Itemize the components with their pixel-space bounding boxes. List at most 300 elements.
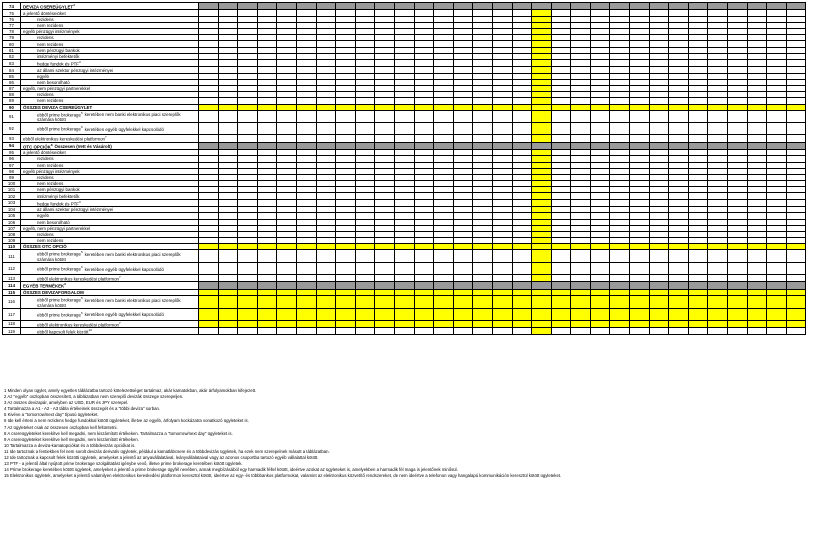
value-cell[interactable]: [336, 250, 356, 262]
value-cell[interactable]: [316, 274, 336, 281]
value-cell[interactable]: [708, 250, 728, 262]
value-cell[interactable]: [355, 199, 375, 206]
value-cell[interactable]: [257, 262, 277, 274]
value-cell[interactable]: [728, 199, 748, 206]
value-cell[interactable]: [532, 296, 552, 308]
value-cell[interactable]: [688, 308, 708, 320]
value-cell[interactable]: [571, 250, 591, 262]
value-cell[interactable]: [590, 327, 610, 334]
value-cell[interactable]: [688, 59, 708, 66]
value-cell[interactable]: [316, 296, 336, 308]
value-cell[interactable]: [316, 59, 336, 66]
value-cell[interactable]: [414, 262, 434, 274]
value-cell[interactable]: [414, 320, 434, 327]
value-cell[interactable]: [512, 199, 532, 206]
value-cell[interactable]: [473, 110, 493, 122]
value-cell[interactable]: [767, 110, 787, 122]
value-cell[interactable]: [199, 199, 219, 206]
value-cell[interactable]: [532, 59, 552, 66]
value-cell[interactable]: [238, 320, 258, 327]
value-cell[interactable]: [688, 327, 708, 334]
value-cell[interactable]: [630, 3, 650, 10]
value-cell[interactable]: [316, 135, 336, 142]
value-cell[interactable]: [277, 199, 297, 206]
value-cell[interactable]: [747, 282, 767, 289]
value-cell[interactable]: [669, 142, 689, 149]
value-cell[interactable]: [218, 59, 238, 66]
value-cell[interactable]: [571, 327, 591, 334]
value-cell[interactable]: [316, 327, 336, 334]
value-cell[interactable]: [708, 274, 728, 281]
value-cell[interactable]: [532, 320, 552, 327]
value-cell[interactable]: [414, 308, 434, 320]
value-cell[interactable]: [747, 110, 767, 122]
value-cell[interactable]: [414, 142, 434, 149]
value-cell[interactable]: [277, 296, 297, 308]
value-cell[interactable]: [238, 296, 258, 308]
value-cell[interactable]: [669, 296, 689, 308]
value-cell[interactable]: [453, 59, 473, 66]
value-cell[interactable]: [394, 320, 414, 327]
value-cell[interactable]: [473, 123, 493, 135]
value-cell[interactable]: [199, 327, 219, 334]
value-cell[interactable]: [336, 135, 356, 142]
value-cell[interactable]: [492, 274, 512, 281]
value-cell[interactable]: [355, 282, 375, 289]
value-cell[interactable]: [434, 282, 454, 289]
value-cell[interactable]: [747, 320, 767, 327]
value-cell[interactable]: [296, 296, 316, 308]
value-cell[interactable]: [277, 59, 297, 66]
value-cell[interactable]: [571, 308, 591, 320]
value-cell[interactable]: [375, 59, 395, 66]
value-cell[interactable]: [336, 262, 356, 274]
value-cell[interactable]: [551, 142, 571, 149]
value-cell[interactable]: [747, 262, 767, 274]
value-cell[interactable]: [728, 282, 748, 289]
value-cell[interactable]: [277, 274, 297, 281]
value-cell[interactable]: [492, 3, 512, 10]
value-cell[interactable]: [336, 327, 356, 334]
value-cell[interactable]: [630, 199, 650, 206]
value-cell[interactable]: [453, 123, 473, 135]
value-cell[interactable]: [394, 327, 414, 334]
value-cell[interactable]: [532, 110, 552, 122]
value-cell[interactable]: [669, 320, 689, 327]
value-cell[interactable]: [414, 250, 434, 262]
value-cell[interactable]: [688, 274, 708, 281]
value-cell[interactable]: [375, 327, 395, 334]
value-cell[interactable]: [551, 262, 571, 274]
value-cell[interactable]: [767, 135, 787, 142]
value-cell[interactable]: [218, 274, 238, 281]
value-cell[interactable]: [747, 296, 767, 308]
value-cell[interactable]: [728, 3, 748, 10]
value-cell[interactable]: [434, 308, 454, 320]
value-cell[interactable]: [434, 135, 454, 142]
value-cell[interactable]: [434, 274, 454, 281]
value-cell[interactable]: [414, 274, 434, 281]
value-cell[interactable]: [394, 282, 414, 289]
value-cell[interactable]: [453, 296, 473, 308]
value-cell[interactable]: [688, 282, 708, 289]
value-cell[interactable]: [434, 59, 454, 66]
value-cell[interactable]: [532, 250, 552, 262]
value-cell[interactable]: [551, 199, 571, 206]
value-cell[interactable]: [336, 199, 356, 206]
value-cell[interactable]: [786, 59, 806, 66]
value-cell[interactable]: [257, 296, 277, 308]
value-cell[interactable]: [492, 262, 512, 274]
value-cell[interactable]: [688, 123, 708, 135]
value-cell[interactable]: [532, 282, 552, 289]
value-cell[interactable]: [473, 199, 493, 206]
value-cell[interactable]: [296, 262, 316, 274]
value-cell[interactable]: [336, 282, 356, 289]
value-cell[interactable]: [590, 3, 610, 10]
value-cell[interactable]: [453, 199, 473, 206]
value-cell[interactable]: [630, 282, 650, 289]
value-cell[interactable]: [473, 308, 493, 320]
value-cell[interactable]: [649, 135, 669, 142]
value-cell[interactable]: [512, 327, 532, 334]
value-cell[interactable]: [238, 262, 258, 274]
value-cell[interactable]: [532, 199, 552, 206]
value-cell[interactable]: [199, 262, 219, 274]
value-cell[interactable]: [218, 135, 238, 142]
value-cell[interactable]: [316, 262, 336, 274]
value-cell[interactable]: [238, 123, 258, 135]
value-cell[interactable]: [786, 274, 806, 281]
value-cell[interactable]: [610, 199, 630, 206]
value-cell[interactable]: [551, 123, 571, 135]
value-cell[interactable]: [394, 123, 414, 135]
value-cell[interactable]: [630, 135, 650, 142]
value-cell[interactable]: [355, 262, 375, 274]
value-cell[interactable]: [571, 142, 591, 149]
value-cell[interactable]: [434, 296, 454, 308]
value-cell[interactable]: [473, 320, 493, 327]
value-cell[interactable]: [375, 135, 395, 142]
value-cell[interactable]: [473, 282, 493, 289]
value-cell[interactable]: [786, 320, 806, 327]
value-cell[interactable]: [767, 320, 787, 327]
value-cell[interactable]: [590, 296, 610, 308]
value-cell[interactable]: [414, 199, 434, 206]
value-cell[interactable]: [296, 250, 316, 262]
value-cell[interactable]: [257, 308, 277, 320]
value-cell[interactable]: [610, 110, 630, 122]
value-cell[interactable]: [708, 296, 728, 308]
value-cell[interactable]: [394, 199, 414, 206]
value-cell[interactable]: [610, 320, 630, 327]
value-cell[interactable]: [512, 123, 532, 135]
value-cell[interactable]: [394, 308, 414, 320]
value-cell[interactable]: [336, 296, 356, 308]
value-cell[interactable]: [649, 199, 669, 206]
value-cell[interactable]: [728, 296, 748, 308]
value-cell[interactable]: [512, 262, 532, 274]
value-cell[interactable]: [649, 282, 669, 289]
value-cell[interactable]: [375, 110, 395, 122]
value-cell[interactable]: [551, 3, 571, 10]
value-cell[interactable]: [630, 110, 650, 122]
value-cell[interactable]: [669, 250, 689, 262]
value-cell[interactable]: [434, 199, 454, 206]
value-cell[interactable]: [571, 282, 591, 289]
value-cell[interactable]: [394, 110, 414, 122]
value-cell[interactable]: [786, 199, 806, 206]
value-cell[interactable]: [414, 110, 434, 122]
value-cell[interactable]: [551, 274, 571, 281]
value-cell[interactable]: [199, 320, 219, 327]
value-cell[interactable]: [257, 59, 277, 66]
value-cell[interactable]: [551, 135, 571, 142]
value-cell[interactable]: [649, 296, 669, 308]
value-cell[interactable]: [277, 262, 297, 274]
value-cell[interactable]: [277, 308, 297, 320]
value-cell[interactable]: [492, 110, 512, 122]
value-cell[interactable]: [296, 59, 316, 66]
value-cell[interactable]: [238, 274, 258, 281]
value-cell[interactable]: [610, 308, 630, 320]
value-cell[interactable]: [590, 135, 610, 142]
value-cell[interactable]: [453, 282, 473, 289]
value-cell[interactable]: [257, 327, 277, 334]
value-cell[interactable]: [316, 282, 336, 289]
value-cell[interactable]: [394, 296, 414, 308]
value-cell[interactable]: [277, 110, 297, 122]
value-cell[interactable]: [767, 327, 787, 334]
value-cell[interactable]: [375, 142, 395, 149]
value-cell[interactable]: [199, 308, 219, 320]
value-cell[interactable]: [551, 327, 571, 334]
value-cell[interactable]: [512, 110, 532, 122]
value-cell[interactable]: [630, 262, 650, 274]
value-cell[interactable]: [708, 123, 728, 135]
value-cell[interactable]: [492, 123, 512, 135]
value-cell[interactable]: [316, 110, 336, 122]
value-cell[interactable]: [590, 59, 610, 66]
value-cell[interactable]: [610, 142, 630, 149]
value-cell[interactable]: [375, 320, 395, 327]
value-cell[interactable]: [590, 320, 610, 327]
value-cell[interactable]: [199, 142, 219, 149]
value-cell[interactable]: [551, 110, 571, 122]
value-cell[interactable]: [688, 135, 708, 142]
value-cell[interactable]: [786, 110, 806, 122]
value-cell[interactable]: [257, 250, 277, 262]
value-cell[interactable]: [728, 250, 748, 262]
value-cell[interactable]: [218, 262, 238, 274]
value-cell[interactable]: [728, 327, 748, 334]
value-cell[interactable]: [277, 250, 297, 262]
value-cell[interactable]: [316, 250, 336, 262]
value-cell[interactable]: [434, 110, 454, 122]
value-cell[interactable]: [708, 59, 728, 66]
value-cell[interactable]: [669, 262, 689, 274]
value-cell[interactable]: [296, 320, 316, 327]
value-cell[interactable]: [630, 320, 650, 327]
value-cell[interactable]: [610, 296, 630, 308]
value-cell[interactable]: [708, 110, 728, 122]
value-cell[interactable]: [473, 296, 493, 308]
value-cell[interactable]: [708, 199, 728, 206]
value-cell[interactable]: [512, 320, 532, 327]
value-cell[interactable]: [375, 274, 395, 281]
value-cell[interactable]: [336, 308, 356, 320]
value-cell[interactable]: [434, 262, 454, 274]
value-cell[interactable]: [394, 142, 414, 149]
value-cell[interactable]: [747, 274, 767, 281]
value-cell[interactable]: [532, 3, 552, 10]
value-cell[interactable]: [571, 262, 591, 274]
value-cell[interactable]: [218, 250, 238, 262]
value-cell[interactable]: [767, 262, 787, 274]
value-cell[interactable]: [492, 135, 512, 142]
value-cell[interactable]: [649, 59, 669, 66]
value-cell[interactable]: [375, 262, 395, 274]
value-cell[interactable]: [453, 135, 473, 142]
value-cell[interactable]: [551, 282, 571, 289]
value-cell[interactable]: [669, 327, 689, 334]
value-cell[interactable]: [199, 135, 219, 142]
value-cell[interactable]: [512, 296, 532, 308]
value-cell[interactable]: [512, 308, 532, 320]
value-cell[interactable]: [551, 296, 571, 308]
value-cell[interactable]: [316, 3, 336, 10]
value-cell[interactable]: [414, 327, 434, 334]
value-cell[interactable]: [512, 3, 532, 10]
value-cell[interactable]: [277, 135, 297, 142]
value-cell[interactable]: [532, 262, 552, 274]
value-cell[interactable]: [355, 3, 375, 10]
value-cell[interactable]: [434, 3, 454, 10]
value-cell[interactable]: [532, 142, 552, 149]
value-cell[interactable]: [649, 3, 669, 10]
value-cell[interactable]: [767, 250, 787, 262]
value-cell[interactable]: [414, 135, 434, 142]
value-cell[interactable]: [434, 327, 454, 334]
value-cell[interactable]: [336, 274, 356, 281]
value-cell[interactable]: [199, 250, 219, 262]
value-cell[interactable]: [336, 123, 356, 135]
value-cell[interactable]: [355, 250, 375, 262]
value-cell[interactable]: [434, 142, 454, 149]
value-cell[interactable]: [375, 123, 395, 135]
value-cell[interactable]: [199, 110, 219, 122]
value-cell[interactable]: [669, 123, 689, 135]
value-cell[interactable]: [669, 199, 689, 206]
value-cell[interactable]: [669, 274, 689, 281]
value-cell[interactable]: [649, 274, 669, 281]
value-cell[interactable]: [394, 274, 414, 281]
value-cell[interactable]: [375, 282, 395, 289]
value-cell[interactable]: [336, 3, 356, 10]
value-cell[interactable]: [218, 282, 238, 289]
value-cell[interactable]: [649, 320, 669, 327]
value-cell[interactable]: [767, 199, 787, 206]
value-cell[interactable]: [728, 59, 748, 66]
value-cell[interactable]: [336, 142, 356, 149]
value-cell[interactable]: [257, 142, 277, 149]
value-cell[interactable]: [708, 135, 728, 142]
value-cell[interactable]: [688, 3, 708, 10]
value-cell[interactable]: [277, 142, 297, 149]
value-cell[interactable]: [747, 250, 767, 262]
value-cell[interactable]: [453, 327, 473, 334]
value-cell[interactable]: [649, 250, 669, 262]
value-cell[interactable]: [688, 250, 708, 262]
value-cell[interactable]: [747, 308, 767, 320]
value-cell[interactable]: [630, 327, 650, 334]
value-cell[interactable]: [728, 110, 748, 122]
value-cell[interactable]: [375, 199, 395, 206]
value-cell[interactable]: [355, 296, 375, 308]
value-cell[interactable]: [414, 296, 434, 308]
value-cell[interactable]: [688, 262, 708, 274]
value-cell[interactable]: [747, 327, 767, 334]
value-cell[interactable]: [551, 320, 571, 327]
value-cell[interactable]: [708, 327, 728, 334]
value-cell[interactable]: [728, 320, 748, 327]
value-cell[interactable]: [728, 274, 748, 281]
value-cell[interactable]: [492, 250, 512, 262]
value-cell[interactable]: [571, 110, 591, 122]
value-cell[interactable]: [571, 274, 591, 281]
value-cell[interactable]: [296, 274, 316, 281]
value-cell[interactable]: [296, 110, 316, 122]
value-cell[interactable]: [218, 320, 238, 327]
value-cell[interactable]: [688, 199, 708, 206]
value-cell[interactable]: [336, 59, 356, 66]
value-cell[interactable]: [257, 199, 277, 206]
value-cell[interactable]: [610, 135, 630, 142]
value-cell[interactable]: [414, 59, 434, 66]
value-cell[interactable]: [453, 320, 473, 327]
value-cell[interactable]: [571, 123, 591, 135]
value-cell[interactable]: [473, 250, 493, 262]
value-cell[interactable]: [708, 282, 728, 289]
value-cell[interactable]: [669, 59, 689, 66]
value-cell[interactable]: [512, 142, 532, 149]
value-cell[interactable]: [786, 250, 806, 262]
value-cell[interactable]: [434, 123, 454, 135]
value-cell[interactable]: [708, 142, 728, 149]
value-cell[interactable]: [610, 262, 630, 274]
value-cell[interactable]: [218, 3, 238, 10]
value-cell[interactable]: [257, 110, 277, 122]
value-cell[interactable]: [473, 274, 493, 281]
value-cell[interactable]: [296, 308, 316, 320]
value-cell[interactable]: [708, 320, 728, 327]
value-cell[interactable]: [355, 320, 375, 327]
value-cell[interactable]: [355, 327, 375, 334]
value-cell[interactable]: [316, 308, 336, 320]
value-cell[interactable]: [669, 135, 689, 142]
value-cell[interactable]: [669, 282, 689, 289]
value-cell[interactable]: [610, 59, 630, 66]
value-cell[interactable]: [473, 262, 493, 274]
value-cell[interactable]: [492, 199, 512, 206]
value-cell[interactable]: [532, 135, 552, 142]
value-cell[interactable]: [296, 142, 316, 149]
value-cell[interactable]: [610, 327, 630, 334]
value-cell[interactable]: [571, 199, 591, 206]
value-cell[interactable]: [218, 296, 238, 308]
value-cell[interactable]: [355, 59, 375, 66]
value-cell[interactable]: [277, 3, 297, 10]
